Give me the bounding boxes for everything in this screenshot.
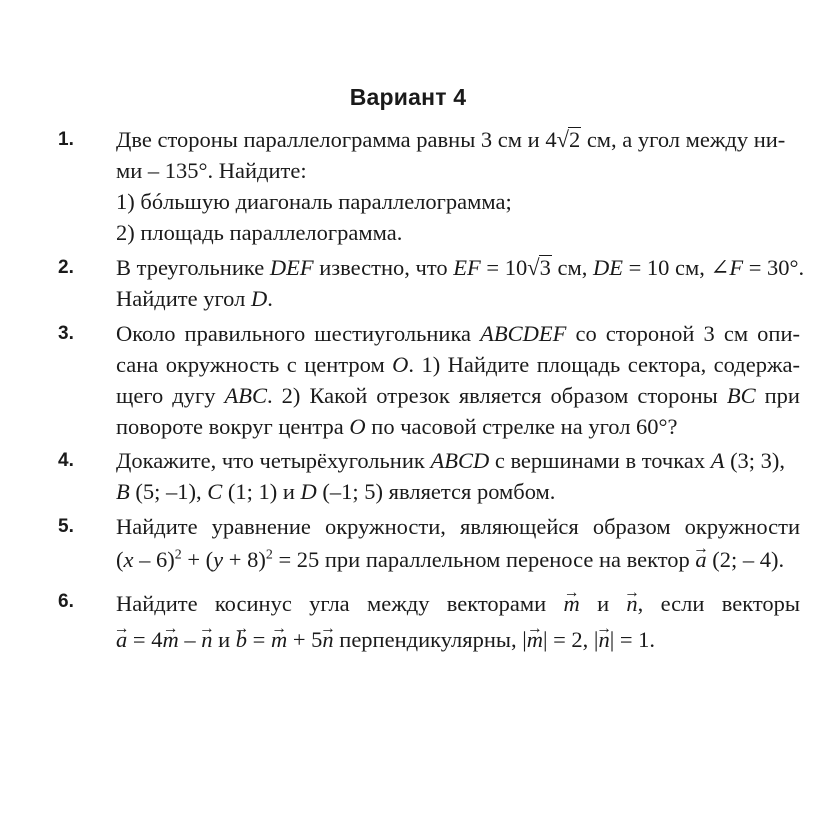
- math-symbol: ABCD: [430, 448, 490, 473]
- text: см,: [551, 255, 593, 280]
- math-symbol: A: [710, 448, 725, 473]
- text: сана окружность с центром: [116, 352, 393, 377]
- math-symbol: x: [123, 547, 134, 572]
- vector-symbol: → m: [564, 586, 580, 622]
- text: Найдите косинус угла между векторами: [116, 591, 564, 616]
- text: | = 2, |: [542, 627, 599, 652]
- math-symbol: DEF: [269, 255, 314, 280]
- text: повороте вокруг центра: [116, 414, 350, 439]
- problem-text-line: [116, 380, 800, 411]
- text: = 10: [480, 255, 528, 280]
- problem-text-line: Найдите уравнение окружности, являющейся образом окружности: [116, 514, 800, 539]
- vector-symbol: → b: [236, 622, 247, 658]
- text: + 8): [223, 547, 266, 572]
- problem-4: [58, 445, 800, 507]
- text: , если векторы: [637, 591, 800, 616]
- vector-symbol: → n: [322, 622, 333, 658]
- vector-symbol: → n: [598, 622, 609, 658]
- problem-number: 1.: [58, 129, 74, 150]
- text: + (: [181, 547, 214, 572]
- problem-text-line: [116, 349, 800, 380]
- text: = 10 см, ∠: [622, 255, 730, 280]
- text: = 4: [127, 627, 163, 652]
- problem-text-line: [116, 318, 800, 349]
- problem-text-line: [116, 252, 805, 283]
- math-symbol: C: [207, 479, 223, 504]
- text: | = 1.: [609, 627, 656, 652]
- text: = 25: [272, 547, 320, 572]
- problem-text-line: [116, 622, 800, 658]
- math-symbol: BC: [726, 383, 756, 408]
- exponent: 2: [174, 547, 182, 563]
- text: щего дугу: [116, 383, 225, 408]
- text: (2; – 4).: [706, 547, 785, 572]
- text: при параллельном переносе на вектор: [319, 547, 696, 572]
- text: + 5: [287, 627, 323, 652]
- math-symbol: ABCDEF: [480, 321, 567, 346]
- text: известно, что: [313, 255, 454, 280]
- text: (3; 3),: [724, 448, 786, 473]
- text: (–1; 5) является ромбом.: [316, 479, 556, 504]
- text: (: [116, 547, 124, 572]
- vector-symbol: → m: [527, 622, 543, 658]
- radical-sign: √: [556, 127, 569, 152]
- problem-number: 3.: [58, 323, 74, 344]
- text: .: [267, 286, 273, 311]
- math-symbol: D: [250, 286, 268, 311]
- problem-6: [58, 586, 800, 658]
- problem-list: [58, 124, 805, 658]
- text: . 1) Найдите площадь сектора, содержа-: [408, 352, 800, 377]
- vector-symbol: → a: [116, 622, 127, 658]
- text: Около правильного шестиугольника: [116, 321, 481, 346]
- math-symbol: EF: [453, 255, 481, 280]
- problem-number: 2.: [58, 257, 74, 278]
- problem-text-line: [116, 283, 800, 314]
- problem-3: [58, 318, 800, 442]
- text: = 30°.: [743, 255, 805, 280]
- math-symbol: B: [116, 479, 130, 504]
- problem-text-line: 1) бóльшую диагональ параллелограмма;: [116, 189, 512, 214]
- problem-number: 6.: [58, 591, 74, 612]
- text: . 2) Какой отрезок является образом стороны: [267, 383, 727, 408]
- problem-number: 5.: [58, 516, 74, 537]
- text: =: [247, 627, 271, 652]
- math-symbol: D: [300, 479, 317, 504]
- problem-text-line: [116, 124, 800, 155]
- math-symbol: ABC: [224, 383, 267, 408]
- text: со стороной 3 см опи-: [566, 321, 800, 346]
- problem-text-line: [116, 445, 800, 476]
- radicand: 2: [568, 127, 581, 152]
- vector-symbol: → m: [271, 622, 287, 658]
- math-symbol: F: [729, 255, 744, 280]
- math-symbol: y: [213, 547, 224, 572]
- vector-symbol: → a: [695, 542, 706, 578]
- problem-5: [58, 511, 800, 578]
- problem-2: [58, 252, 805, 314]
- problem-text-line: [116, 476, 800, 507]
- vector-symbol: → n: [201, 622, 212, 658]
- text: –: [178, 627, 202, 652]
- text: и: [579, 591, 627, 616]
- problem-text-line: [116, 411, 800, 442]
- text: Найдите угол: [116, 286, 251, 311]
- text: см, а угол между ни-: [581, 127, 786, 152]
- text: Две стороны параллелограмма равны 3 см и 4: [116, 127, 557, 152]
- problem-text-line: 2) площадь параллелограмма.: [116, 220, 403, 245]
- page-title: Вариант 4: [349, 84, 467, 110]
- vector-symbol: → m: [162, 622, 178, 658]
- text: перпендикулярны, |: [333, 627, 527, 652]
- radical-sign: √: [527, 255, 540, 280]
- vector-symbol: → n: [626, 586, 637, 622]
- math-symbol: O: [392, 352, 409, 377]
- text: и: [212, 627, 236, 652]
- text: В треугольнике: [116, 255, 270, 280]
- text: по часовой стрелке на угол 60°?: [365, 414, 678, 439]
- math-symbol: DE: [592, 255, 623, 280]
- problem-number: 4.: [58, 450, 74, 471]
- problem-text-line: ми – 135°. Найдите:: [116, 158, 307, 183]
- text: (1; 1) и: [222, 479, 301, 504]
- problem-text-line: [116, 542, 800, 578]
- text: при: [755, 383, 800, 408]
- text: – 6): [133, 547, 175, 572]
- problem-text-line: [116, 586, 800, 622]
- exponent: 2: [265, 547, 273, 563]
- radicand: 3: [539, 255, 551, 280]
- math-symbol: O: [349, 414, 366, 439]
- text: с вершинами в точках: [489, 448, 711, 473]
- problem-1: [58, 124, 800, 248]
- text: (5; –1),: [129, 479, 208, 504]
- text: Докажите, что четырёхугольник: [116, 448, 431, 473]
